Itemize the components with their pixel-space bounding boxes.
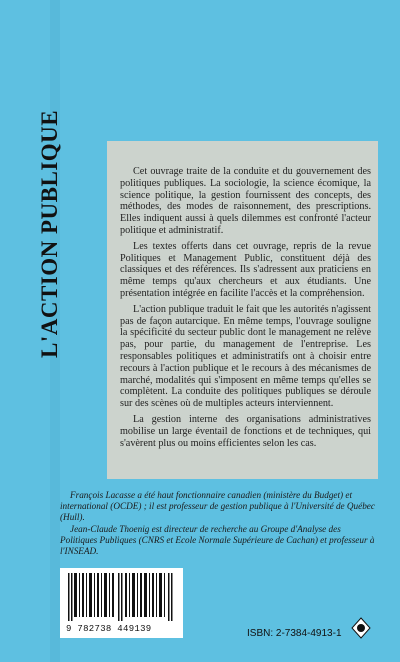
- summary-paragraph: La gestion interne des organisations administratives mobilise un large éventail de fonctions et de techniques, qui s'avèrent plus ou moins efficientes selon les cas.: [120, 413, 371, 449]
- summary-text: [120, 166, 371, 453]
- author-bio: Jean-Claude Thoenig est directeur de recherche au Groupe d'Analyse des Politiques Publiques (CNRS et Ecole Normale Supérieure de Cachan) et professeur à l'INSEAD.: [60, 523, 375, 557]
- spine-title: L'ACTION PUBLIQUE: [37, 109, 62, 358]
- isbn: ISBN: 2-7384-4913-1: [247, 628, 342, 639]
- barcode-number: 9 782738 449139: [66, 624, 152, 634]
- author-bios: [60, 490, 380, 557]
- barcode-bars-icon: [68, 573, 176, 621]
- publisher-logo-icon: [350, 617, 372, 639]
- summary-paragraph: Les textes offerts dans cet ouvrage, repris de la revue Politiques et Management Public, constituent déjà des classiques et des références. Ils s'adressent aux praticiens en même temps qu'aux chercheurs et aux étudiants. Une présentation intégrée en facilite l'accès et la compréhension.: [120, 240, 371, 299]
- summary-paragraph: Cet ouvrage traite de la conduite et du gouvernement des politiques publiques. La sociologie, la science écomique, la science politique, la gestion fournissent des concepts, des méthodes, des modes de raisonnement, des prescriptions. Elles indiquent aussi à quels dilemmes est confronté l'acteur politique et administratif.: [120, 166, 371, 236]
- barcode: [60, 568, 183, 638]
- author-bio: François Lacasse a été haut fonctionnaire canadien (ministère du Budget) et international (OCDE) ; il est professeur de gestion publique à l'Université de Québec (Hull).: [60, 490, 375, 523]
- summary-paragraph: L'action publique traduit le fait que les autorités n'agissent pas de façon autarcique. En même temps, l'ouvrage souligne la spécificité du secteur public dont le management ne relève pas, pour partie, du management de l'entreprise. Les responsables politiques et administratifs ont à choisir entre recours à l'action publique et le recours à des mécanismes de marché, modalités qui s'imposent en même temps qu'elles se complètent. La conduite des politiques publiques se déroule sur des scènes où de multiples acteurs interviennent.: [120, 303, 371, 410]
